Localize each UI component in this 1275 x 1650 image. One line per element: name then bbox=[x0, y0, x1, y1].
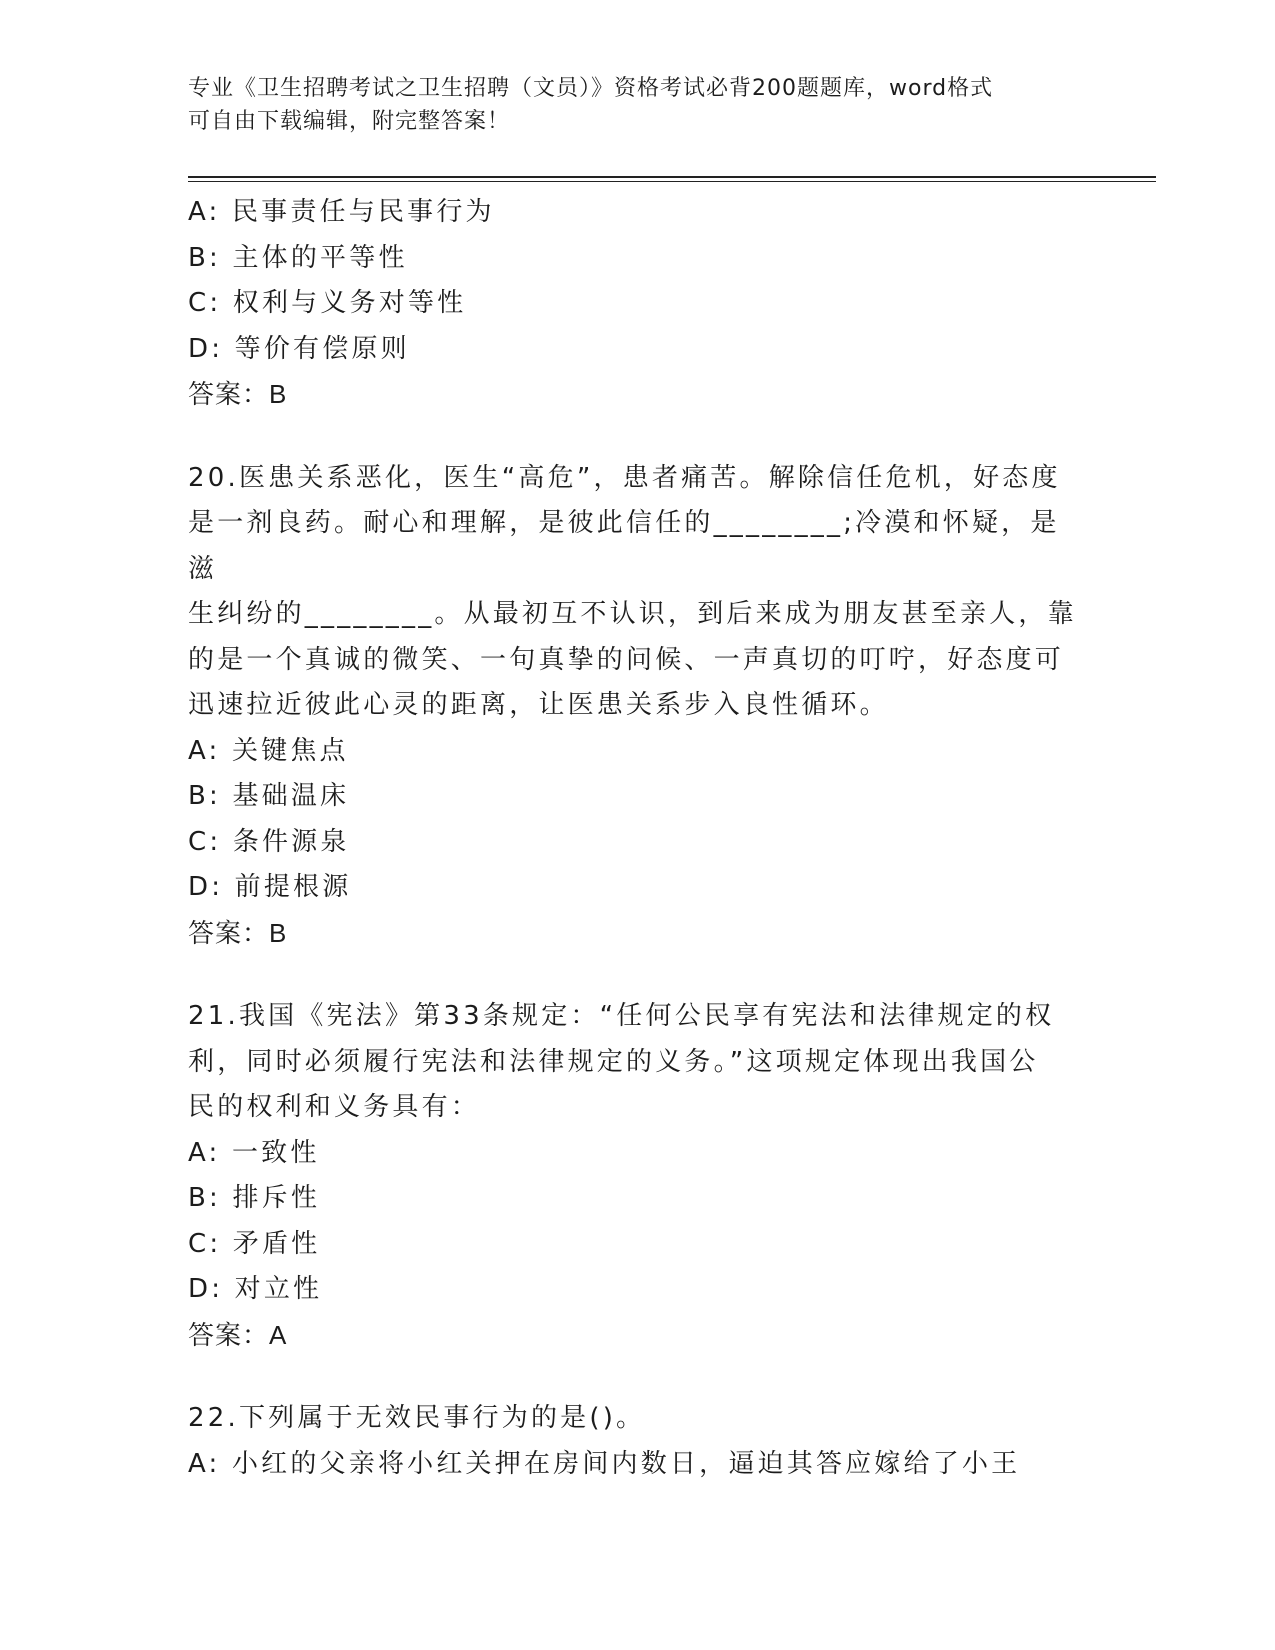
option-b: B: 主体的平等性 bbox=[188, 242, 408, 273]
question-stem-line: 21.我国《宪法》第33条规定：“任何公民享有宪法和法律规定的权 bbox=[188, 1001, 1055, 1031]
question-20 bbox=[188, 456, 1088, 957]
option-c: C: 条件源泉 bbox=[188, 826, 350, 857]
header-line-1: 专业《卫生招聘考试之卫生招聘（文员）》资格考试必背200题题库，word格式 bbox=[188, 76, 994, 101]
option-d: D: 前提根源 bbox=[188, 872, 352, 902]
question-stem-line: 的是一个真诚的微笑、一句真挚的问候、一声真切的叮咛，好态度可 bbox=[188, 644, 1065, 675]
option-d: D: 等价有偿原则 bbox=[188, 333, 410, 364]
question-stem-line: 22.下列属于无效民事行为的是()。 bbox=[188, 1403, 646, 1433]
option-a: A: 小红的父亲将小红关押在房间内数日，逼迫其答应嫁给了小王 bbox=[188, 1448, 1021, 1479]
option-a: A: 关键焦点 bbox=[188, 735, 349, 766]
header-rule-thin bbox=[188, 181, 1156, 182]
question-22 bbox=[188, 1396, 1088, 1487]
option-c: C: 矛盾性 bbox=[188, 1228, 321, 1259]
question-19 bbox=[188, 190, 1088, 418]
question-21 bbox=[188, 994, 1088, 1358]
option-a: A: 民事责任与民事行为 bbox=[188, 197, 495, 227]
answer-line: 答案：B bbox=[188, 379, 288, 409]
header-line-2: 可自由下载编辑，附完整答案！ bbox=[188, 109, 511, 134]
answer-line: 答案：A bbox=[188, 1319, 288, 1350]
option-a: A: 一致性 bbox=[188, 1137, 320, 1168]
option-b: B: 基础温床 bbox=[188, 781, 350, 811]
question-stem-line: 民的权利和义务具有： bbox=[188, 1092, 481, 1122]
question-stem-line: 是一剂良药。耐心和理解，是彼此信任的________;冷漠和怀疑，是滋 bbox=[188, 508, 1060, 584]
question-stem-line: 生纠纷的________。从最初互不认识，到后来成为朋友甚至亲人，靠 bbox=[188, 599, 1077, 629]
document-header bbox=[188, 72, 1068, 138]
question-stem-line: 迅速拉近彼此心灵的距离，让医患关系步入良性循环。 bbox=[188, 690, 889, 720]
option-b: B: 排斥性 bbox=[188, 1183, 321, 1213]
header-rule-thick bbox=[188, 176, 1156, 178]
option-c: C: 权利与义务对等性 bbox=[188, 288, 467, 318]
option-d: D: 对立性 bbox=[188, 1274, 323, 1304]
question-stem-line: 利，同时必须履行宪法和法律规定的义务。”这项规定体现出我国公 bbox=[188, 1046, 1039, 1077]
question-stem-line: 20.医患关系恶化，医生“高危”，患者痛苦。解除信任危机，好态度 bbox=[188, 462, 1061, 493]
question-list bbox=[188, 190, 1088, 1487]
answer-line: 答案：B bbox=[188, 917, 288, 948]
